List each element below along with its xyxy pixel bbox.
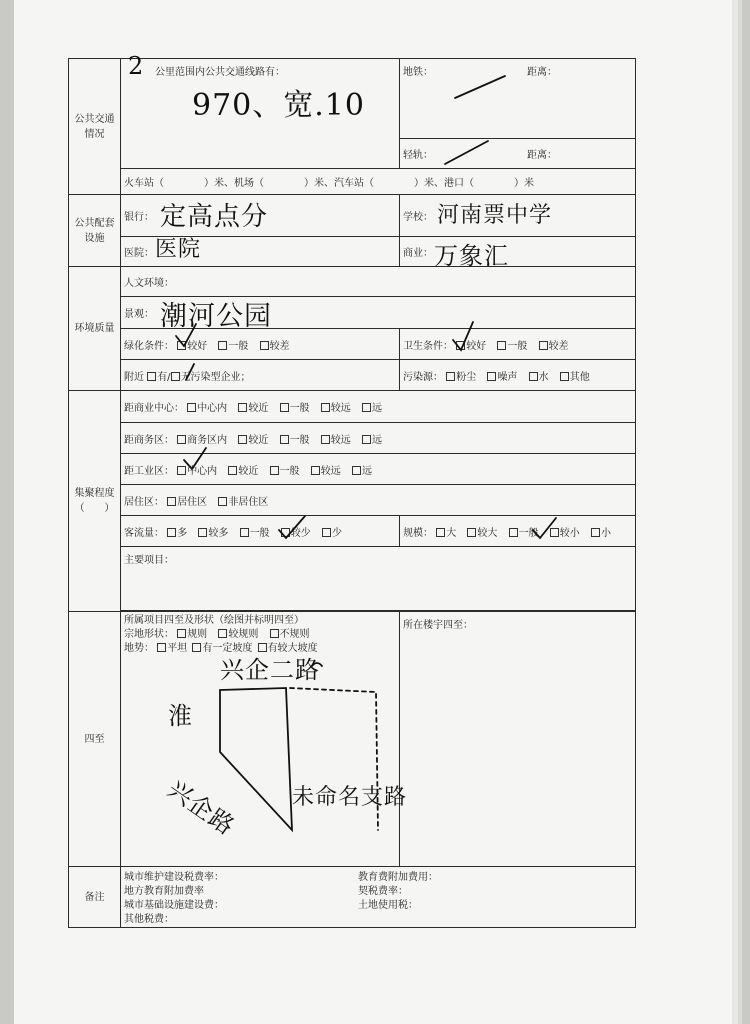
bounds-section-label: 四至 bbox=[69, 612, 121, 867]
traffic-cell: 客流量： 多 较多 一般 较少 少 bbox=[121, 516, 400, 547]
bank-label: 银行： bbox=[124, 212, 154, 223]
landscape-cell: 景观： bbox=[121, 297, 636, 329]
traffic-option-4: 较少 bbox=[281, 528, 311, 539]
pollution-option-water: 水 bbox=[529, 372, 549, 383]
pollution-option-dust: 粉尘 bbox=[446, 372, 476, 383]
building-bounds-cell: 所在楼宇四至： bbox=[400, 612, 636, 867]
humanity-cell: 人文环境： bbox=[121, 267, 636, 297]
industrial-option-2: 较近 bbox=[228, 466, 258, 477]
business-option-2: 较近 bbox=[238, 435, 268, 446]
sketch-southwest-road: 兴企路 bbox=[162, 774, 240, 841]
remarks-section-label: 备注 bbox=[69, 867, 121, 928]
greening-option-poor: 较差 bbox=[260, 341, 290, 352]
business-distance-cell: 距商务区： 商务区内 较近 一般 较远 远 bbox=[121, 423, 636, 454]
parcel-option-1: 规则 bbox=[177, 629, 207, 640]
sketch-north-road: 兴企二路 bbox=[220, 656, 320, 684]
hygiene-option-poor: 较差 bbox=[539, 341, 569, 352]
traffic-option-2: 较多 bbox=[198, 528, 228, 539]
parcel-shape-row: 宗地形状： 规则 较规则 不规则 bbox=[124, 629, 310, 640]
remark-item: 土地使用税： bbox=[358, 900, 418, 911]
commercial-option-2: 较近 bbox=[238, 403, 268, 414]
light-rail-label: 轻轨： bbox=[403, 150, 433, 161]
hygiene-option-good: 较好 bbox=[456, 341, 486, 352]
scale-option-5: 小 bbox=[591, 528, 611, 539]
cluster-section-label: 集聚程度 （ ） bbox=[69, 391, 121, 612]
parcel-option-2: 较规则 bbox=[218, 629, 258, 640]
metro-cell bbox=[400, 59, 636, 139]
stations-row: 火车站（ ）米、机场（ ）米、汽车站（ ）米、港口（ ）米 bbox=[121, 169, 636, 195]
industrial-distance-cell: 距工业区： 中心内 较近 一般 较远 远 bbox=[121, 454, 636, 485]
remark-item: 其他税费： bbox=[124, 914, 174, 925]
light-rail-distance-label: 距离： bbox=[527, 150, 557, 161]
terrain-option-2: 有一定坡度 bbox=[192, 643, 252, 654]
sketch-east-road: 未命名支路 bbox=[292, 785, 408, 810]
school-label: 学校： bbox=[403, 212, 433, 223]
commerce-handwritten: 万象汇 bbox=[434, 242, 509, 270]
business-option-5: 远 bbox=[362, 435, 382, 446]
nearby-cell: 附近 有/ 无污染型企业； bbox=[121, 360, 400, 391]
transit-section-label: 公共交通情况 bbox=[69, 59, 121, 195]
handwritten-number: 2 bbox=[128, 52, 145, 80]
main-projects-cell: 主要项目： bbox=[121, 547, 636, 611]
pollution-option-other: 其他 bbox=[560, 372, 590, 383]
remark-item: 教育费附加费用： bbox=[358, 872, 438, 883]
scale-option-3: 一般 bbox=[509, 528, 539, 539]
greening-cell: 绿化条件： 较好 一般 较差 bbox=[121, 329, 400, 360]
light-rail-cell bbox=[400, 139, 636, 169]
traffic-option-3: 一般 bbox=[240, 528, 270, 539]
commerce-label: 商业： bbox=[403, 248, 433, 259]
business-option-3: 一般 bbox=[280, 435, 310, 446]
scale-option-4: 较小 bbox=[550, 528, 580, 539]
remark-item: 地方教育附加费率 bbox=[124, 886, 204, 897]
industrial-option-4: 较远 bbox=[311, 466, 341, 477]
shape-title: 所属项目四至及形状（绘图并标明四至） bbox=[124, 615, 304, 626]
bus-lines-label: 公里范围内公共交通线路有： bbox=[155, 67, 285, 78]
pollution-cell: 污染源： 粉尘 噪声 水 其他 bbox=[400, 360, 636, 391]
remark-item: 契税费率： bbox=[358, 886, 408, 897]
remarks-cell bbox=[121, 867, 636, 928]
hygiene-option-fair: 一般 bbox=[497, 341, 527, 352]
business-option-4: 较远 bbox=[321, 435, 351, 446]
hospital-label: 医院： bbox=[124, 248, 154, 259]
industrial-option-1: 中心内 bbox=[177, 466, 217, 477]
remark-item: 城市维护建设税费率： bbox=[124, 872, 224, 883]
metro-label: 地铁： bbox=[403, 67, 433, 78]
residential-cell: 居住区： 居住区 非居住区 bbox=[121, 485, 636, 516]
metro-distance-label: 距离： bbox=[527, 67, 557, 78]
business-option-1: 商务区内 bbox=[177, 435, 227, 446]
commercial-option-1: 中心内 bbox=[187, 403, 227, 414]
commercial-option-4: 较远 bbox=[321, 403, 351, 414]
remark-item: 城市基础设施建设费： bbox=[124, 900, 224, 911]
terrain-row: 地势： 平坦 有一定坡度 有较大坡度 bbox=[124, 643, 318, 654]
commercial-distance-cell: 距商业中心： 中心内 较近 一般 较远 远 bbox=[121, 391, 636, 423]
residential-option-2: 非居住区 bbox=[218, 497, 268, 508]
industrial-option-5: 远 bbox=[352, 466, 372, 477]
bus-lines-handwritten: 970、宽.10 bbox=[192, 88, 365, 123]
landscape-handwritten: 潮河公园 bbox=[160, 301, 272, 332]
residential-option-1: 居住区 bbox=[167, 497, 207, 508]
terrain-option-1: 平坦 bbox=[157, 643, 187, 654]
scale-cell: 规模： 大 较大 一般 较小 小 bbox=[400, 516, 636, 547]
bank-handwritten: 定高点分 bbox=[160, 202, 269, 232]
hygiene-cell: 卫生条件： 较好 一般 较差 bbox=[400, 329, 636, 360]
traffic-option-1: 多 bbox=[167, 528, 187, 539]
school-handwritten: 河南票中学 bbox=[437, 203, 553, 228]
environment-section-label: 环境质量 bbox=[69, 267, 121, 391]
parcel-option-3: 不规则 bbox=[270, 629, 310, 640]
hospital-handwritten: 医院 bbox=[155, 237, 202, 262]
scale-option-1: 大 bbox=[436, 528, 456, 539]
terrain-option-3: 有较大坡度 bbox=[258, 643, 318, 654]
sketch-west-road: 淮 bbox=[168, 702, 193, 730]
commercial-option-5: 远 bbox=[362, 403, 382, 414]
facilities-section-label: 公共配套设施 bbox=[69, 195, 121, 267]
pollution-option-noise: 噪声 bbox=[487, 372, 517, 383]
greening-option-fair: 一般 bbox=[218, 341, 248, 352]
industrial-option-3: 一般 bbox=[270, 466, 300, 477]
traffic-option-5: 少 bbox=[322, 528, 342, 539]
commercial-option-3: 一般 bbox=[280, 403, 310, 414]
greening-option-good: 较好 bbox=[177, 341, 207, 352]
scale-option-2: 较大 bbox=[467, 528, 497, 539]
